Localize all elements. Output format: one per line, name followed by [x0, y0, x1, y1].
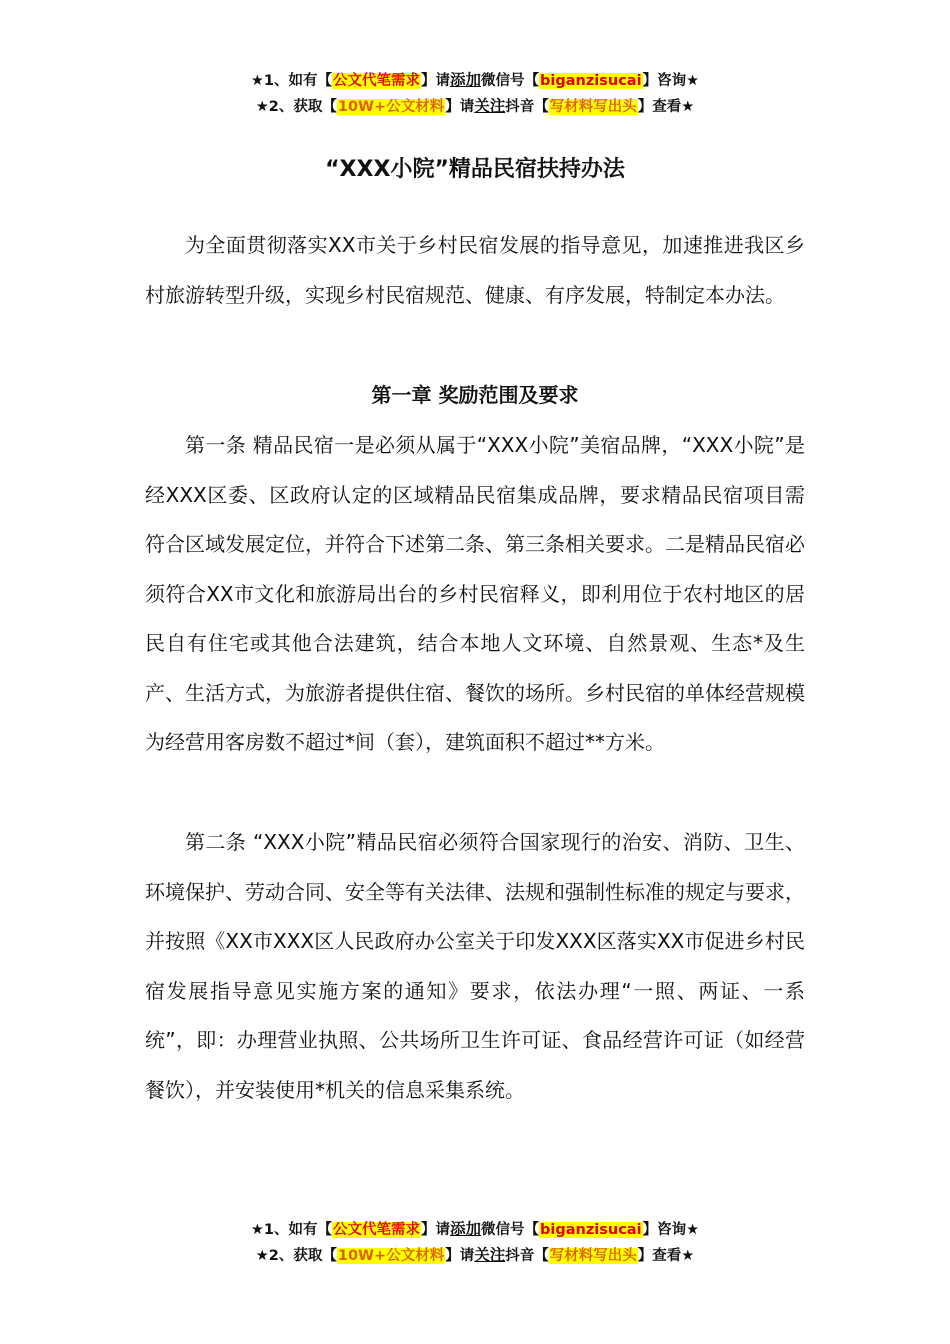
promo-banner-bottom — [0, 1217, 950, 1269]
promo-line-1: ★1、如有【公文代笔需求】请添加微信号【biganzisucai】咨询★ — [250, 1220, 700, 1238]
wechat-id-highlight: biganzisucai — [540, 1222, 642, 1238]
promo-highlight: 公文代笔需求 — [333, 1222, 420, 1238]
promo-line-2: ★2、获取【10W+公文材料】请关注抖音【写材料写出头】查看★ — [255, 1246, 695, 1264]
promo-highlight: 10W+公文材料 — [337, 1248, 445, 1264]
wechat-id-highlight: biganzisucai — [540, 73, 642, 89]
intro-paragraph: 为全面贯彻落实XX市关于乡村民宿发展的指导意见，加速推进我区乡村旅游转型升级，实现乡村民宿规范、健康、有序发展，特制定本办法。 — [145, 233, 805, 307]
article-2-paragraph: 第二条 “XXX小院”精品民宿必须符合国家现行的治安、消防、卫生、环境保护、劳动合同、安全等有关法律、法规和强制性标准的规定与要求，并按照《XX市XXX区人民政府办公室关于印发XXX区落实XX市促进乡村民宿发展指导意见实施方案的通知》要求，依法办理“一照、两证、一系统”，即：办理营业执照、公共场所卫生许可证、食品经营许可证（如经营餐饮），并安装使用*机关的信息采集系统。 — [145, 830, 805, 1102]
article-1-paragraph: 第一条 精品民宿一是必须从属于“XXX小院”美宿品牌，“XXX小院”是经XXX区委、区政府认定的区域精品民宿集成品牌，要求精品民宿项目需符合区域发展定位，并符合下述第二条、第三条相关要求。二是精品民宿必须符合XX市文化和旅游局出台的乡村民宿释义，即利用位于农村地区的居民自有住宅或其他合法建筑，结合本地人文环境、自然景观、生态*及生产、生活方式，为旅游者提供住宿、餐饮的场所。乡村民宿的单体经营规模为经营用客房数不超过*间（套），建筑面积不超过**方米。 — [145, 433, 805, 754]
douyin-account-highlight: 写材料写出头 — [549, 1248, 637, 1264]
chapter-heading: 第一章 奖励范围及要求 — [371, 383, 579, 407]
promo-line-1: ★1、如有【公文代笔需求】请添加微信号【biganzisucai】咨询★ — [250, 71, 700, 89]
douyin-account-highlight: 写材料写出头 — [549, 99, 637, 115]
document-title: “XXX小院”精品民宿扶持办法 — [325, 157, 625, 182]
promo-highlight: 10W+公文材料 — [337, 99, 445, 115]
promo-line-2: ★2、获取【10W+公文材料】请关注抖音【写材料写出头】查看★ — [255, 97, 695, 115]
promo-banner-top — [0, 68, 950, 120]
promo-highlight: 公文代笔需求 — [333, 73, 420, 89]
